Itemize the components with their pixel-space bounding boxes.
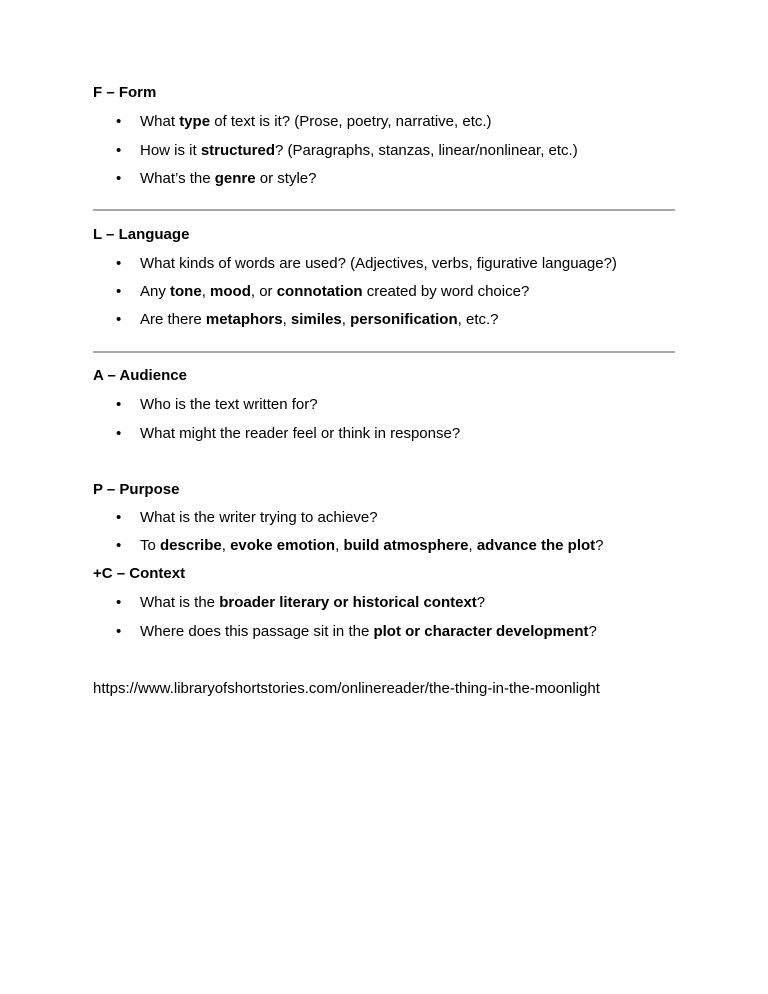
text-segment: , [201,283,211,300]
text-segment: To [140,537,161,554]
text-segment: Are there [140,311,206,328]
bullet-icon: • [116,113,122,130]
list-item [140,282,529,302]
bullet-icon: • [116,170,122,187]
bold-text: advance the plot [476,537,596,554]
text-segment: , etc.? [457,311,499,328]
text-segment: , [468,537,477,554]
text-segment: How is it [140,142,201,159]
bullet-icon: • [116,623,122,640]
text-segment: What is the [140,594,220,611]
bold-text: metaphors [205,311,283,328]
bold-text: genre [214,170,256,187]
bullet-icon: • [116,537,122,554]
bold-text: connotation [276,283,363,300]
text-segment: ? [588,623,597,640]
bullet-icon: • [116,425,122,442]
list-item [140,112,492,132]
source-url-link[interactable]: https://www.libraryofshortstories.com/onlinereader/the-thing-in-the-moonlight [93,680,600,697]
list-item [140,395,318,415]
list-item [140,508,378,528]
bullet-icon: • [116,142,122,159]
bold-text: personification [350,311,458,328]
text-segment: , [221,537,231,554]
text-segment: , [282,311,291,328]
bold-text: evoke emotion [230,537,336,554]
list-item [140,254,617,274]
section-heading: +C – Context [93,565,186,582]
bold-text: similes [290,311,342,328]
bold-text: structured [200,142,276,159]
bold-text: mood [210,283,251,300]
text-segment: Where does this passage sit in the [140,623,374,640]
text-segment: Any [140,283,171,300]
list-item [140,622,597,642]
section-heading: A – Audience [93,367,187,384]
bullet-icon: • [116,594,122,611]
bullet-icon: • [116,509,122,526]
bullet-icon: • [116,283,122,300]
text-segment: What’s the [140,170,215,187]
text-segment: ? [595,537,604,554]
list-item [140,536,604,556]
text-segment: , [335,537,344,554]
list-item [140,424,460,444]
bullet-icon: • [116,311,122,328]
list-item [140,310,499,330]
horizontal-divider [93,351,675,353]
text-segment: created by word choice? [362,283,530,300]
bold-text: tone [170,283,202,300]
text-segment: What kinds of words are used? (Adjectives, verbs, figurative language?) [140,255,617,272]
text-segment: What is the writer trying to achieve? [140,509,378,526]
text-segment: or style? [255,170,317,187]
list-item [140,169,316,189]
horizontal-divider [93,209,675,211]
list-item [140,593,485,613]
list-item [140,141,578,161]
bold-text: describe [160,537,222,554]
bold-text: broader literary or historical context [219,594,477,611]
section-heading: P – Purpose [93,481,180,498]
text-segment: , [341,311,351,328]
bold-text: build atmosphere [343,537,469,554]
text-segment: What might the reader feel or think in response? [140,425,461,442]
bullet-icon: • [116,396,122,413]
section-heading: F – Form [93,84,157,101]
text-segment: What [140,113,180,130]
text-segment: , or [250,283,277,300]
section-heading: L – Language [93,226,190,243]
text-segment: Who is the text written for? [140,396,318,413]
bullet-icon: • [116,255,122,272]
bold-text: plot or character development [373,623,589,640]
text-segment: ? [476,594,486,611]
text-segment: of text is it? (Prose, poetry, narrative, etc.) [210,113,492,130]
text-segment: ? (Paragraphs, stanzas, linear/nonlinear, etc.) [275,142,578,159]
bold-text: type [179,113,211,130]
